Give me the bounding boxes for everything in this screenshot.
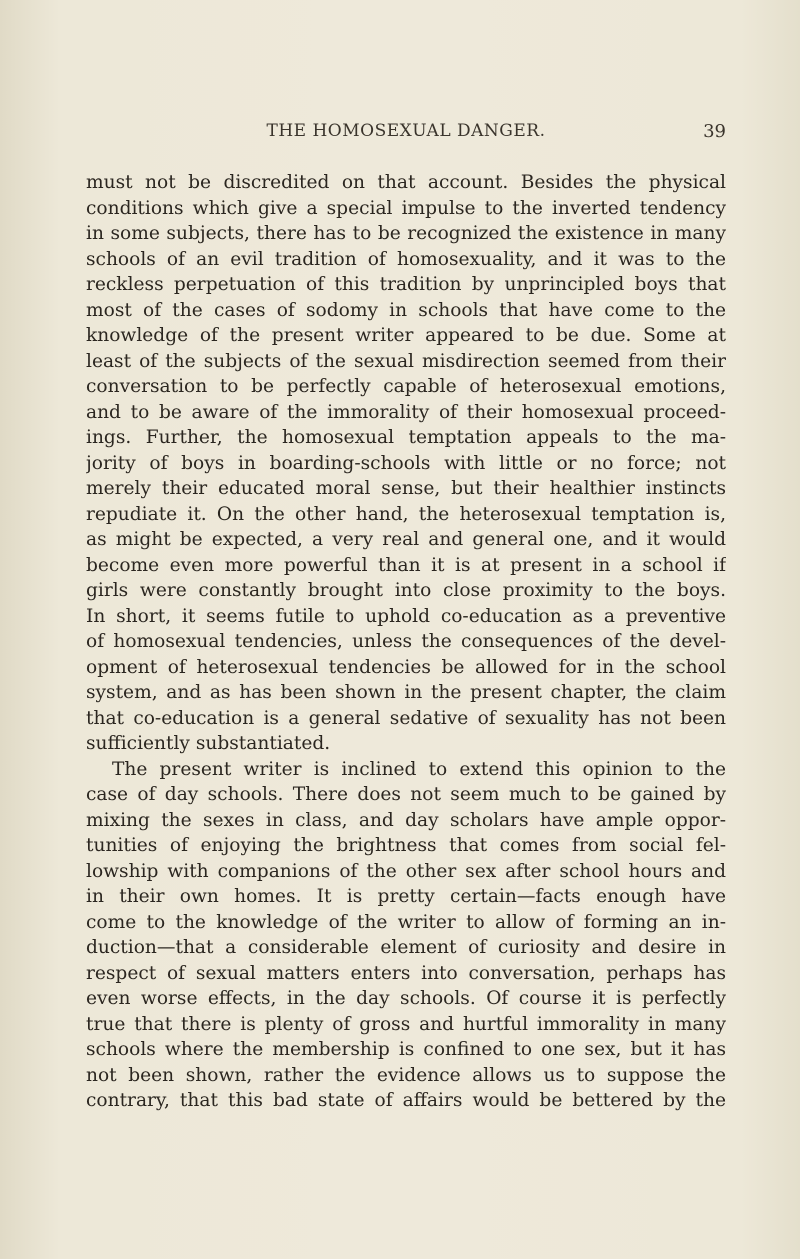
- page-number: 39: [703, 121, 726, 142]
- text-line: In short, it seems futile to uphold co-education as a preventive: [86, 605, 726, 627]
- text-line: come to the knowledge of the writer to allow of forming an in-: [86, 911, 726, 933]
- text-line: in some subjects, there has to be recognized the existence in many: [86, 223, 726, 244]
- body-text: [86, 170, 726, 1114]
- text-line: respect of sexual matters enters into conversation, perhaps has: [86, 962, 726, 984]
- paragraph-start-line: The present writer is inclined to extend this opinion to the: [112, 758, 726, 780]
- text-line: girls were constantly brought into close proximity to the boys.: [86, 580, 726, 601]
- text-line: even worse effects, in the day schools. Of course it is perfectly: [86, 988, 726, 1009]
- text-line: schools of an evil tradition of homosexuality, and it was to the: [86, 248, 726, 270]
- text-line: as might be expected, a very real and general one, and it would: [86, 529, 726, 550]
- paragraph-end-line: sufficiently substantiated.: [86, 733, 331, 754]
- page-header: [86, 121, 726, 145]
- text-line: tunities of enjoying the brightness that comes from social fel-: [86, 835, 726, 856]
- text-line: knowledge of the present writer appeared to be due. Some at: [86, 325, 726, 346]
- text-line: mixing the sexes in class, and day scholars have ample oppor-: [86, 809, 726, 831]
- text-line: that co-education is a general sedative of sexuality has not been: [86, 707, 726, 729]
- text-line: most of the cases of sodomy in schools that have come to the: [86, 299, 726, 321]
- text-line: not been shown, rather the evidence allows us to suppose the: [86, 1064, 726, 1086]
- text-line: least of the subjects of the sexual misdirection seemed from their: [86, 350, 726, 372]
- text-line: conversation to be perfectly capable of heterosexual emotions,: [86, 376, 726, 397]
- text-line: ings. Further, the homosexual temptation appeals to the ma-: [86, 427, 726, 448]
- text-line: conditions which give a special impulse to the inverted tendency: [86, 197, 726, 219]
- text-line: contrary, that this bad state of affairs would be bettered by the: [86, 1090, 726, 1111]
- text-line: jority of boys in boarding-schools with little or no force; not: [86, 452, 726, 474]
- text-line: in their own homes. It is pretty certain—facts enough have: [86, 886, 726, 907]
- text-line: schools where the membership is confined to one sex, but it has: [86, 1039, 726, 1060]
- text-line: lowship with companions of the other sex after school hours and: [86, 860, 726, 882]
- text-line: become even more powerful than it is at present in a school if: [86, 554, 726, 576]
- text-line: and to be aware of the immorality of their homosexual proceed-: [86, 401, 726, 423]
- text-line: true that there is plenty of gross and hurtful immorality in many: [86, 1013, 726, 1035]
- text-line: case of day schools. There does not seem much to be gained by: [86, 784, 726, 805]
- text-line: reckless perpetuation of this tradition by unprincipled boys that: [86, 274, 726, 295]
- running-title: THE HOMOSEXUAL DANGER.: [266, 121, 546, 141]
- text-line: duction—that a considerable element of curiosity and desire in: [86, 937, 726, 958]
- text-line: must not be discredited on that account. Besides the physical: [86, 172, 726, 193]
- text-line: repudiate it. On the other hand, the heterosexual temptation is,: [86, 503, 726, 525]
- text-line: opment of heterosexual tendencies be allowed for in the school: [86, 656, 726, 678]
- text-line: of homosexual tendencies, unless the consequences of the devel-: [86, 631, 726, 652]
- text-line: merely their educated moral sense, but their healthier instincts: [86, 478, 726, 499]
- text-line: system, and as has been shown in the present chapter, the claim: [86, 682, 726, 703]
